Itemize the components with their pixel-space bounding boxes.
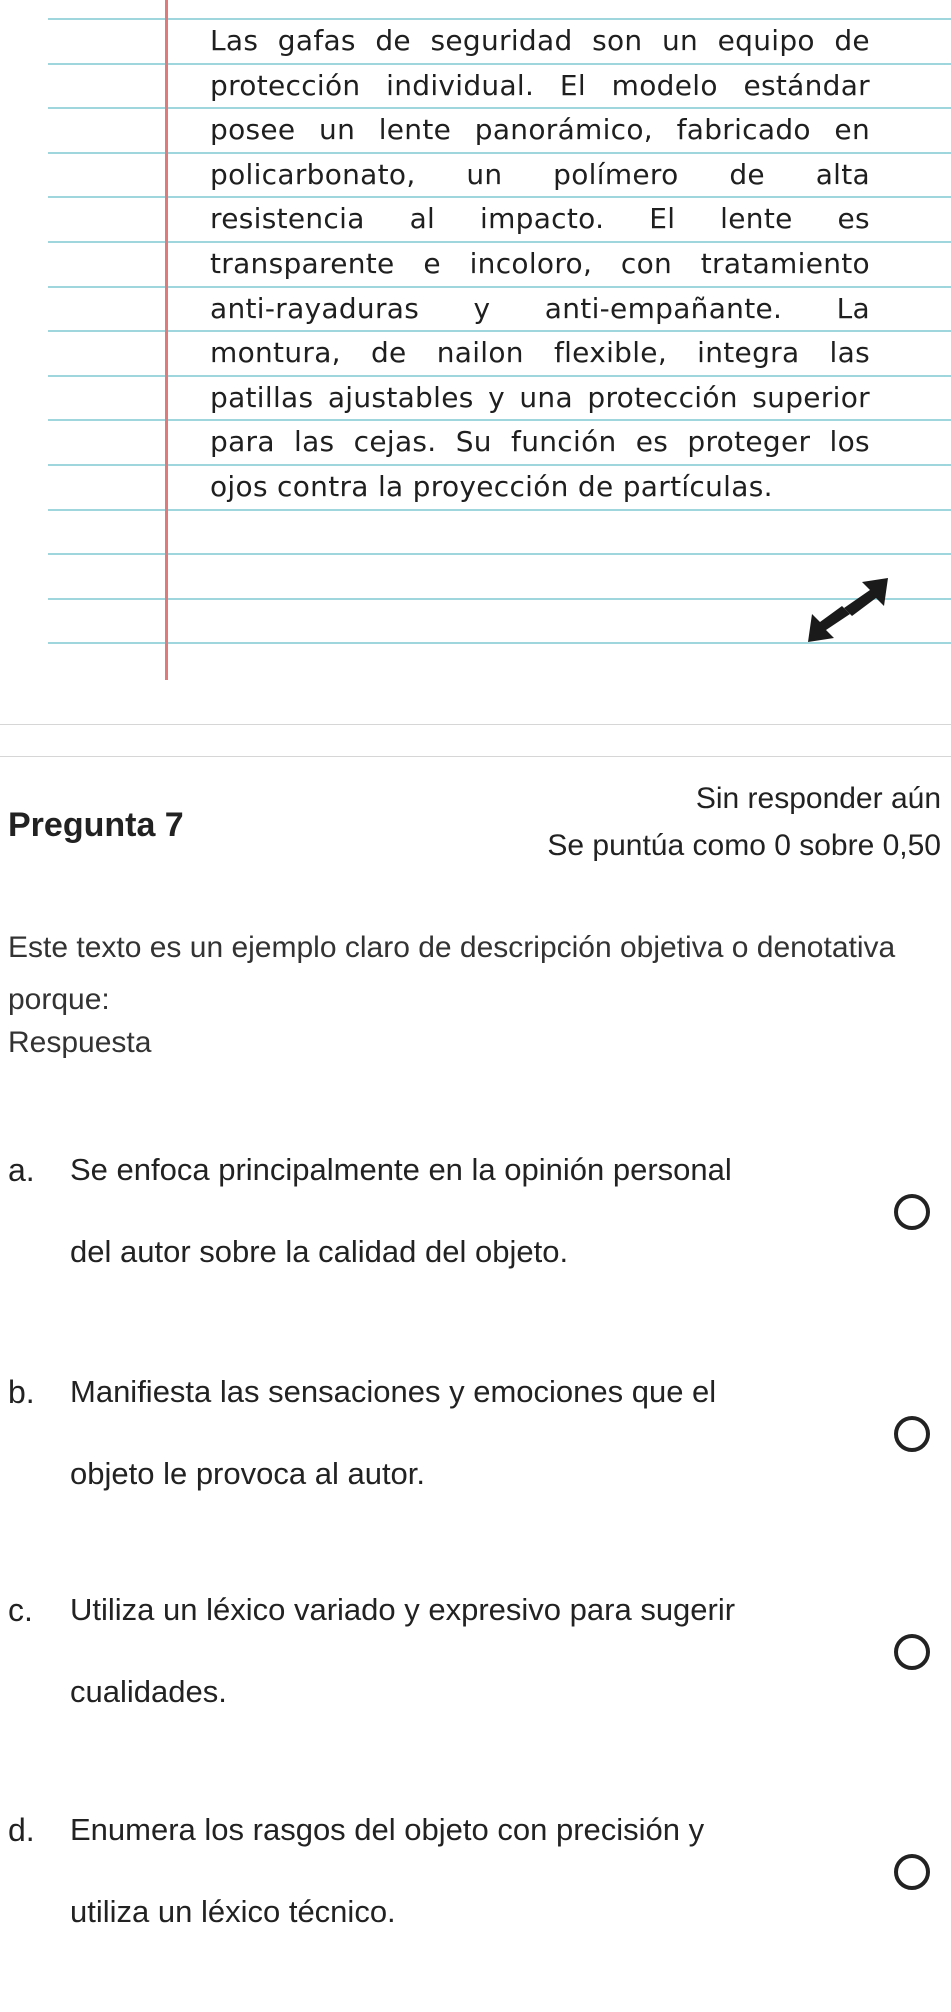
handwritten-word: impacto. <box>480 202 605 236</box>
answer-label: Respuesta <box>8 1026 152 1059</box>
handwritten-word: una <box>519 380 573 414</box>
ruled-line <box>48 464 951 466</box>
handwritten-word: estándar <box>743 68 870 102</box>
ruled-line <box>48 642 951 644</box>
handwritten-word: de <box>375 24 411 57</box>
handwritten-line <box>210 113 870 146</box>
handwritten-word: patillas <box>210 380 314 414</box>
handwritten-word: función <box>511 425 617 459</box>
question-title: Pregunta 7 <box>8 806 184 844</box>
option-text[interactable]: cualidades. <box>70 1674 227 1709</box>
handwritten-word: policarbonato, <box>210 157 416 191</box>
handwritten-word: modelo <box>611 68 718 102</box>
handwritten-word: anti-empañante. <box>544 291 783 325</box>
handwritten-word: en <box>834 113 870 147</box>
notebook-image <box>0 0 951 688</box>
handwritten-word: de <box>834 24 870 57</box>
option-text[interactable]: Utiliza un léxico variado y expresivo para sugerir <box>70 1592 736 1627</box>
radio-button-d[interactable] <box>894 1854 930 1890</box>
option-text[interactable]: objeto le provoca al autor. <box>70 1456 426 1491</box>
handwritten-word: fabricado <box>676 113 811 147</box>
handwritten-word: protección <box>587 380 738 414</box>
handwritten-line <box>210 202 870 235</box>
answer-option-d[interactable] <box>0 1812 951 2012</box>
handwritten-word: panorámico, <box>474 113 654 147</box>
ruled-line <box>48 63 951 65</box>
handwritten-line <box>210 381 870 414</box>
ruled-line <box>48 419 951 421</box>
handwritten-word: equipo <box>717 24 815 57</box>
handwritten-word: proteger <box>687 425 811 459</box>
option-letter: b. <box>8 1374 35 1410</box>
handwritten-word: protección <box>210 68 361 102</box>
handwritten-word: resistencia <box>210 202 365 236</box>
question-status: Sin responder aún <box>695 782 941 815</box>
option-text[interactable]: Enumera los rasgos del objeto con precisión y <box>70 1812 705 1847</box>
handwritten-word: al <box>409 202 436 236</box>
handwritten-word: individual. <box>386 68 535 102</box>
margin-line <box>165 0 168 680</box>
option-text[interactable]: del autor sobre la calidad del objeto. <box>70 1234 569 1269</box>
handwritten-word: integra <box>697 336 800 370</box>
question-points: Se puntúa como 0 sobre 0,50 <box>547 829 941 862</box>
option-text[interactable]: Se enfoca principalmente en la opinión personal <box>70 1152 732 1187</box>
handwritten-line <box>210 24 870 57</box>
handwritten-word: El <box>649 202 676 236</box>
handwritten-line <box>210 470 870 503</box>
handwritten-word: un <box>319 113 356 147</box>
radio-button-b[interactable] <box>894 1416 930 1452</box>
handwritten-line <box>210 425 870 458</box>
handwritten-word: cejas. <box>353 425 437 459</box>
answer-option-c[interactable] <box>0 1592 951 1792</box>
handwritten-word: seguridad <box>430 24 573 57</box>
answer-option-b[interactable] <box>0 1374 951 1574</box>
handwritten-word: son <box>592 24 643 57</box>
handwritten-word: para <box>210 425 275 459</box>
ruled-line <box>48 152 951 154</box>
handwritten-word: anti-rayaduras <box>210 291 420 325</box>
handwritten-word: ajustables <box>327 380 474 414</box>
handwritten-word: lente <box>378 113 452 147</box>
handwritten-line <box>210 69 870 102</box>
expand-diagonal-icon[interactable] <box>808 578 888 642</box>
question-text: Este texto es un ejemplo claro de descripción objetiva o denotativa porque: <box>8 931 896 1016</box>
handwritten-word: un <box>466 157 503 191</box>
handwritten-word: los <box>829 425 870 459</box>
handwritten-word: alta <box>815 157 870 191</box>
handwritten-word: incoloro, <box>469 247 593 280</box>
option-text[interactable]: Manifiesta las sensaciones y emociones que el <box>70 1374 717 1409</box>
handwritten-word: las <box>829 336 870 370</box>
ruled-line <box>48 553 951 555</box>
handwritten-word: lente <box>720 202 793 236</box>
option-letter: d. <box>8 1812 35 1848</box>
handwritten-line <box>210 247 870 280</box>
ruled-line <box>48 375 951 377</box>
ruled-line <box>48 107 951 109</box>
handwritten-word: gafas <box>277 24 356 57</box>
ruled-line <box>48 241 951 243</box>
answer-option-a[interactable] <box>0 1152 951 1352</box>
ruled-line <box>48 509 951 511</box>
handwritten-word: El <box>559 68 586 102</box>
option-text[interactable]: utiliza un léxico técnico. <box>70 1894 396 1929</box>
handwritten-word: de <box>729 157 765 191</box>
handwritten-word: tratamiento <box>700 247 870 280</box>
handwritten-word: nailon <box>436 336 524 370</box>
ruled-line <box>48 286 951 288</box>
ruled-line <box>48 330 951 332</box>
handwritten-word: montura, <box>210 336 341 370</box>
handwritten-word: con <box>620 247 673 280</box>
handwritten-word: polímero <box>553 157 679 191</box>
handwritten-line <box>210 292 870 325</box>
separator-line <box>0 756 951 757</box>
handwritten-word: las <box>294 425 335 459</box>
handwritten-word: ojos contra la proyección de partículas. <box>210 470 773 503</box>
handwritten-line <box>210 336 870 369</box>
handwritten-word: es <box>837 202 870 236</box>
handwritten-word: Las <box>210 24 259 57</box>
handwritten-word: Su <box>455 425 492 459</box>
handwritten-word: y <box>473 291 491 325</box>
handwritten-word: superior <box>752 380 870 414</box>
option-letter: c. <box>8 1592 33 1628</box>
handwritten-word: y <box>488 380 505 414</box>
ruled-line <box>48 18 951 20</box>
handwritten-word: flexible, <box>553 336 668 370</box>
option-letter: a. <box>8 1152 35 1188</box>
handwritten-word: de <box>370 336 407 370</box>
handwritten-word: posee <box>210 113 296 147</box>
handwritten-word: un <box>661 24 699 57</box>
handwritten-line <box>210 158 870 191</box>
handwritten-word: e <box>423 247 441 280</box>
radio-button-a[interactable] <box>894 1194 930 1230</box>
radio-button-c[interactable] <box>894 1634 930 1670</box>
handwritten-word: La <box>836 291 870 325</box>
ruled-line <box>48 196 951 198</box>
handwritten-word: es <box>635 425 669 459</box>
handwritten-word: transparente <box>210 247 395 280</box>
separator-line <box>0 724 951 725</box>
